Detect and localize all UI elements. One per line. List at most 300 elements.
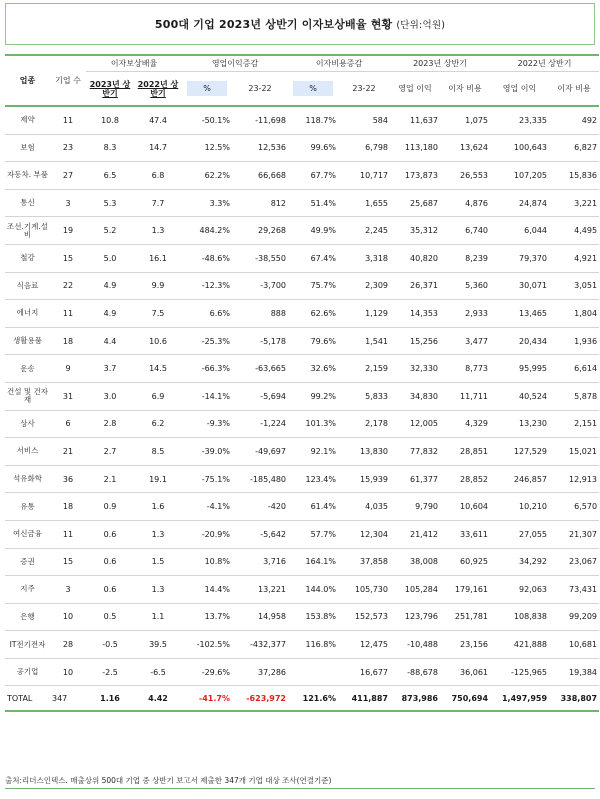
source-footnote: 출처:리더스인덱스. 매출상위 500대 기업 중 상반기 보고서 제출한 347개 기업 대상 조사(연결기준) [5,773,595,789]
op-pct-cell: 484.2% [182,217,232,245]
icr-2022-cell: 9.9 [134,272,182,300]
op-pct-cell: -20.9% [182,520,232,548]
int-diff-cell: 37,858 [338,548,390,576]
table-row [5,410,599,438]
op-income-2022-cell: 95,995 [490,355,549,383]
op-pct-cell: 3.3% [182,189,232,217]
int-diff-cell: 16,677 [338,658,390,686]
industry-cell: 조선.기계.설비 [5,217,50,245]
table-row [5,300,599,328]
table-row [5,576,599,604]
op-diff-cell: -3,700 [232,272,288,300]
int-diff-cell: 3,318 [338,244,390,272]
industry-cell: 은행 [5,603,50,631]
int-expense-2023-cell: 28,852 [440,465,490,493]
int-pct-cell: 67.4% [288,244,338,272]
total-op-income-2022-cell: 1,497,959 [490,686,549,712]
int-pct-cell: 51.4% [288,189,338,217]
header-op-income-2023: 영업 이익 [390,72,440,107]
icr-2023-cell: 0.6 [86,548,134,576]
int-expense-2022-cell: 15,836 [549,162,599,190]
int-expense-2023-cell: 11,711 [440,382,490,410]
industry-cell: 식음료 [5,272,50,300]
op-income-2022-cell: 20,434 [490,327,549,355]
op-pct-cell: 6.6% [182,300,232,328]
industry-cell: 상사 [5,410,50,438]
table-row [5,603,599,631]
icr-2022-cell: 39.5 [134,631,182,659]
total-int-pct-cell: 121.6% [288,686,338,712]
icr-2023-cell: 2.1 [86,465,134,493]
int-pct-cell: 118.7% [288,106,338,134]
op-income-2023-cell: 77,832 [390,438,440,466]
header-company-count: 기업 수 [50,55,86,106]
op-income-2023-cell: 40,820 [390,244,440,272]
table-row [5,217,599,245]
icr-2023-cell: 3.0 [86,382,134,410]
op-pct-cell: 13.7% [182,603,232,631]
op-diff-cell: -185,480 [232,465,288,493]
table-row [5,189,599,217]
op-pct-cell: -48.6% [182,244,232,272]
total-icr-2023-cell: 1.16 [86,686,134,712]
int-pct-cell: 49.9% [288,217,338,245]
icr-2023-cell: 4.4 [86,327,134,355]
op-pct-cell: -4.1% [182,493,232,521]
icr-2022-cell: 7.5 [134,300,182,328]
op-pct-cell: -29.6% [182,658,232,686]
op-income-2023-cell: 15,256 [390,327,440,355]
icr-2023-cell: 5.2 [86,217,134,245]
industry-cell: 여신금융 [5,520,50,548]
op-income-2023-cell: 113,180 [390,134,440,162]
op-diff-cell: -11,698 [232,106,288,134]
industry-cell: 철강 [5,244,50,272]
op-diff-cell: -1,224 [232,410,288,438]
icr-2022-cell: 10.6 [134,327,182,355]
header-op-diff: 23-22 [232,72,288,107]
icr-2022-cell: 6.8 [134,162,182,190]
icr-2023-cell: 4.9 [86,300,134,328]
industry-cell: 자동차. 부품 [5,162,50,190]
op-income-2022-cell: 13,230 [490,410,549,438]
company-count-cell: 10 [50,603,86,631]
company-count-cell: 11 [50,106,86,134]
industry-cell: 석유화학 [5,465,50,493]
op-income-2022-cell: 24,874 [490,189,549,217]
int-diff-cell: 105,730 [338,576,390,604]
company-count-cell: 19 [50,217,86,245]
icr-2022-cell: 1.6 [134,493,182,521]
op-pct-cell: -50.1% [182,106,232,134]
total-int-expense-2023-cell: 750,694 [440,686,490,712]
icr-2022-cell: 14.7 [134,134,182,162]
industry-cell: 서비스 [5,438,50,466]
int-pct-cell: 116.8% [288,631,338,659]
icr-2023-cell: 6.5 [86,162,134,190]
table-body [5,106,599,711]
op-diff-cell: 12,536 [232,134,288,162]
icr-2022-cell: 8.5 [134,438,182,466]
int-diff-cell: 15,939 [338,465,390,493]
icr-2022-cell: 1.1 [134,603,182,631]
int-expense-2023-cell: 13,624 [440,134,490,162]
op-pct-cell: -9.3% [182,410,232,438]
int-pct-cell: 144.0% [288,576,338,604]
op-income-2023-cell: 21,412 [390,520,440,548]
int-expense-2023-cell: 6,740 [440,217,490,245]
int-expense-2023-cell: 8,773 [440,355,490,383]
int-expense-2023-cell: 251,781 [440,603,490,631]
industry-cell: 제약 [5,106,50,134]
op-diff-cell: 812 [232,189,288,217]
header-industry: 업종 [5,55,50,106]
int-pct-cell: 153.8% [288,603,338,631]
header-h2023: 2023년 상반기 [390,55,490,72]
op-income-2023-cell: 32,330 [390,355,440,383]
int-expense-2022-cell: 99,209 [549,603,599,631]
icr-2023-cell: -0.5 [86,631,134,659]
int-expense-2022-cell: 1,804 [549,300,599,328]
int-pct-cell [288,658,338,686]
op-pct-cell: 14.4% [182,576,232,604]
int-expense-2023-cell: 2,933 [440,300,490,328]
int-pct-cell: 99.6% [288,134,338,162]
int-expense-2023-cell: 10,604 [440,493,490,521]
int-diff-cell: 2,245 [338,217,390,245]
company-count-cell: 18 [50,327,86,355]
int-expense-2022-cell: 4,495 [549,217,599,245]
int-expense-2022-cell: 492 [549,106,599,134]
table-row [5,438,599,466]
op-diff-cell: 888 [232,300,288,328]
int-expense-2022-cell: 4,921 [549,244,599,272]
company-count-cell: 15 [50,244,86,272]
op-income-2022-cell: 127,529 [490,438,549,466]
table-row [5,162,599,190]
icr-2022-cell: 1.3 [134,576,182,604]
op-diff-cell: -38,550 [232,244,288,272]
icr-2023-cell: 8.3 [86,134,134,162]
icr-2023-cell: 5.3 [86,189,134,217]
company-count-cell: 11 [50,300,86,328]
icr-2023-cell: 4.9 [86,272,134,300]
int-expense-2022-cell: 12,913 [549,465,599,493]
int-diff-cell: 6,798 [338,134,390,162]
int-expense-2023-cell: 60,925 [440,548,490,576]
op-income-2023-cell: 9,790 [390,493,440,521]
int-expense-2022-cell: 15,021 [549,438,599,466]
header-int-expense-2022: 이자 비용 [549,72,599,107]
int-expense-2023-cell: 5,360 [440,272,490,300]
op-income-2023-cell: 25,687 [390,189,440,217]
int-expense-2022-cell: 6,614 [549,355,599,383]
icr-2022-cell: 16.1 [134,244,182,272]
int-diff-cell: 1,129 [338,300,390,328]
int-expense-2023-cell: 23,156 [440,631,490,659]
int-expense-2023-cell: 36,061 [440,658,490,686]
table-row [5,106,599,134]
table-row [5,631,599,659]
int-expense-2023-cell: 1,075 [440,106,490,134]
op-income-2022-cell: 107,205 [490,162,549,190]
icr-2022-cell: 1.5 [134,548,182,576]
company-count-cell: 23 [50,134,86,162]
int-expense-2022-cell: 5,878 [549,382,599,410]
op-income-2023-cell: 61,377 [390,465,440,493]
int-expense-2022-cell: 6,570 [549,493,599,521]
industry-cell: 지주 [5,576,50,604]
op-income-2023-cell: 26,371 [390,272,440,300]
op-diff-cell: -49,697 [232,438,288,466]
industry-cell: 통신 [5,189,50,217]
int-expense-2023-cell: 3,477 [440,327,490,355]
op-diff-cell: -63,665 [232,355,288,383]
op-diff-cell: -5,178 [232,327,288,355]
total-company-count-cell: 347 [50,686,86,712]
industry-cell: 유통 [5,493,50,521]
industry-cell: 생활용품 [5,327,50,355]
header-op-pct: % [187,81,227,96]
icr-2022-cell: 47.4 [134,106,182,134]
industry-cell: IT전기전자 [5,631,50,659]
header-int-change: 이자비용증감 [288,55,390,72]
int-expense-2023-cell: 4,329 [440,410,490,438]
icr-2022-cell: -6.5 [134,658,182,686]
table-row [5,493,599,521]
int-expense-2023-cell: 26,553 [440,162,490,190]
company-count-cell: 3 [50,576,86,604]
int-diff-cell: 5,833 [338,382,390,410]
int-pct-cell: 61.4% [288,493,338,521]
company-count-cell: 3 [50,189,86,217]
op-diff-cell: 13,221 [232,576,288,604]
op-income-2022-cell: 27,055 [490,520,549,548]
op-pct-cell: -12.3% [182,272,232,300]
int-expense-2022-cell: 1,936 [549,327,599,355]
op-income-2023-cell: 123,796 [390,603,440,631]
op-income-2023-cell: 34,830 [390,382,440,410]
op-income-2022-cell: -125,965 [490,658,549,686]
int-diff-cell: 13,830 [338,438,390,466]
op-pct-cell: 10.8% [182,548,232,576]
op-diff-cell: -432,377 [232,631,288,659]
header-h2022: 2022년 상반기 [490,55,599,72]
total-op-income-2023-cell: 873,986 [390,686,440,712]
op-pct-cell: -75.1% [182,465,232,493]
icr-2023-cell: -2.5 [86,658,134,686]
header-op-income-2022: 영업 이익 [490,72,549,107]
int-expense-2023-cell: 33,611 [440,520,490,548]
op-income-2023-cell: 14,353 [390,300,440,328]
total-icr-2022-cell: 4.42 [134,686,182,712]
header-int-pct: % [293,81,333,96]
int-pct-cell: 67.7% [288,162,338,190]
op-diff-cell: 3,716 [232,548,288,576]
company-count-cell: 31 [50,382,86,410]
int-pct-cell: 32.6% [288,355,338,383]
int-expense-2022-cell: 23,067 [549,548,599,576]
table-row [5,658,599,686]
int-expense-2023-cell: 179,161 [440,576,490,604]
header-icr: 이자보상배율 [86,55,182,72]
table-row [5,272,599,300]
op-pct-cell: -25.3% [182,327,232,355]
op-diff-cell: 37,286 [232,658,288,686]
icr-2022-cell: 6.2 [134,410,182,438]
int-diff-cell: 584 [338,106,390,134]
report-title [5,3,595,45]
int-expense-2023-cell: 28,851 [440,438,490,466]
table-row [5,134,599,162]
industry-cell: 건설 및 건자재 [5,382,50,410]
op-diff-cell: 29,268 [232,217,288,245]
int-pct-cell: 99.2% [288,382,338,410]
int-expense-2023-cell: 8,239 [440,244,490,272]
icr-2022-cell: 14.5 [134,355,182,383]
int-pct-cell: 57.7% [288,520,338,548]
int-diff-cell: 4,035 [338,493,390,521]
op-income-2023-cell: 12,005 [390,410,440,438]
int-pct-cell: 75.7% [288,272,338,300]
int-expense-2022-cell: 3,051 [549,272,599,300]
company-count-cell: 27 [50,162,86,190]
op-income-2022-cell: 40,524 [490,382,549,410]
int-diff-cell: 12,304 [338,520,390,548]
int-pct-cell: 79.6% [288,327,338,355]
op-diff-cell: -5,642 [232,520,288,548]
company-count-cell: 15 [50,548,86,576]
company-count-cell: 10 [50,658,86,686]
int-diff-cell: 2,178 [338,410,390,438]
op-income-2023-cell: 11,637 [390,106,440,134]
op-income-2022-cell: 34,292 [490,548,549,576]
icr-2022-cell: 6.9 [134,382,182,410]
icr-2022-cell: 1.3 [134,520,182,548]
company-count-cell: 18 [50,493,86,521]
table-row [5,244,599,272]
header-int-diff: 23-22 [338,72,390,107]
int-expense-2023-cell: 4,876 [440,189,490,217]
op-diff-cell: -5,694 [232,382,288,410]
total-op-pct-cell: -41.7% [182,686,232,712]
int-pct-cell: 92.1% [288,438,338,466]
op-income-2022-cell: 10,210 [490,493,549,521]
int-diff-cell: 1,541 [338,327,390,355]
int-diff-cell: 2,309 [338,272,390,300]
industry-cell: 운송 [5,355,50,383]
title-main: 500대 기업 2023년 상반기 이자보상배율 현황 [154,18,393,31]
icr-2023-cell: 3.7 [86,355,134,383]
op-income-2023-cell: 173,873 [390,162,440,190]
op-diff-cell: 14,958 [232,603,288,631]
table-row [5,520,599,548]
int-diff-cell: 152,573 [338,603,390,631]
op-income-2022-cell: 108,838 [490,603,549,631]
total-int-expense-2022-cell: 338,807 [549,686,599,712]
table-row [5,548,599,576]
header-icr-2022: 2022년 상반기 [134,72,182,107]
icr-2022-cell: 7.7 [134,189,182,217]
industry-cell: 증권 [5,548,50,576]
int-expense-2022-cell: 10,681 [549,631,599,659]
company-count-cell: 28 [50,631,86,659]
table-row [5,382,599,410]
icr-2023-cell: 2.7 [86,438,134,466]
int-pct-cell: 164.1% [288,548,338,576]
icr-2023-cell: 0.6 [86,576,134,604]
op-income-2022-cell: 13,465 [490,300,549,328]
int-pct-cell: 101.3% [288,410,338,438]
header-op-change: 영업이익증감 [182,55,288,72]
company-count-cell: 9 [50,355,86,383]
title-unit: (단위:억원) [396,20,446,31]
op-income-2023-cell: 105,284 [390,576,440,604]
int-expense-2022-cell: 6,827 [549,134,599,162]
industry-cell: 에너지 [5,300,50,328]
op-diff-cell: -420 [232,493,288,521]
op-income-2022-cell: 6,044 [490,217,549,245]
icr-2023-cell: 0.9 [86,493,134,521]
icr-2023-cell: 5.0 [86,244,134,272]
icr-2023-cell: 0.5 [86,603,134,631]
company-count-cell: 11 [50,520,86,548]
table-row [5,327,599,355]
int-expense-2022-cell: 21,307 [549,520,599,548]
op-income-2022-cell: 92,063 [490,576,549,604]
company-count-cell: 6 [50,410,86,438]
table-row [5,465,599,493]
icr-2023-cell: 10.8 [86,106,134,134]
int-diff-cell: 10,717 [338,162,390,190]
int-diff-cell: 1,655 [338,189,390,217]
int-pct-cell: 62.6% [288,300,338,328]
total-int-diff-cell: 411,887 [338,686,390,712]
company-count-cell: 36 [50,465,86,493]
int-expense-2022-cell: 3,221 [549,189,599,217]
total-op-diff-cell: -623,972 [232,686,288,712]
op-pct-cell: -39.0% [182,438,232,466]
op-income-2022-cell: 246,857 [490,465,549,493]
op-income-2022-cell: 100,643 [490,134,549,162]
op-income-2023-cell: 38,008 [390,548,440,576]
op-income-2022-cell: 421,888 [490,631,549,659]
table-row [5,355,599,383]
company-count-cell: 21 [50,438,86,466]
industry-cell: 보험 [5,134,50,162]
report-page [0,3,600,799]
industry-cell: 공기업 [5,658,50,686]
icr-2023-cell: 0.6 [86,520,134,548]
int-pct-cell: 123.4% [288,465,338,493]
total-row [5,686,599,712]
op-pct-cell: -66.3% [182,355,232,383]
op-income-2022-cell: 30,071 [490,272,549,300]
header-int-pct-cell [288,72,338,107]
company-count-cell: 22 [50,272,86,300]
op-income-2023-cell: 35,312 [390,217,440,245]
int-expense-2022-cell: 73,431 [549,576,599,604]
total-industry-cell: TOTAL [5,686,50,712]
op-income-2023-cell: -10,488 [390,631,440,659]
op-pct-cell: -14.1% [182,382,232,410]
op-pct-cell: 12.5% [182,134,232,162]
icr-2022-cell: 19.1 [134,465,182,493]
int-expense-2022-cell: 2,151 [549,410,599,438]
op-pct-cell: 62.2% [182,162,232,190]
op-pct-cell: -102.5% [182,631,232,659]
op-diff-cell: 66,668 [232,162,288,190]
